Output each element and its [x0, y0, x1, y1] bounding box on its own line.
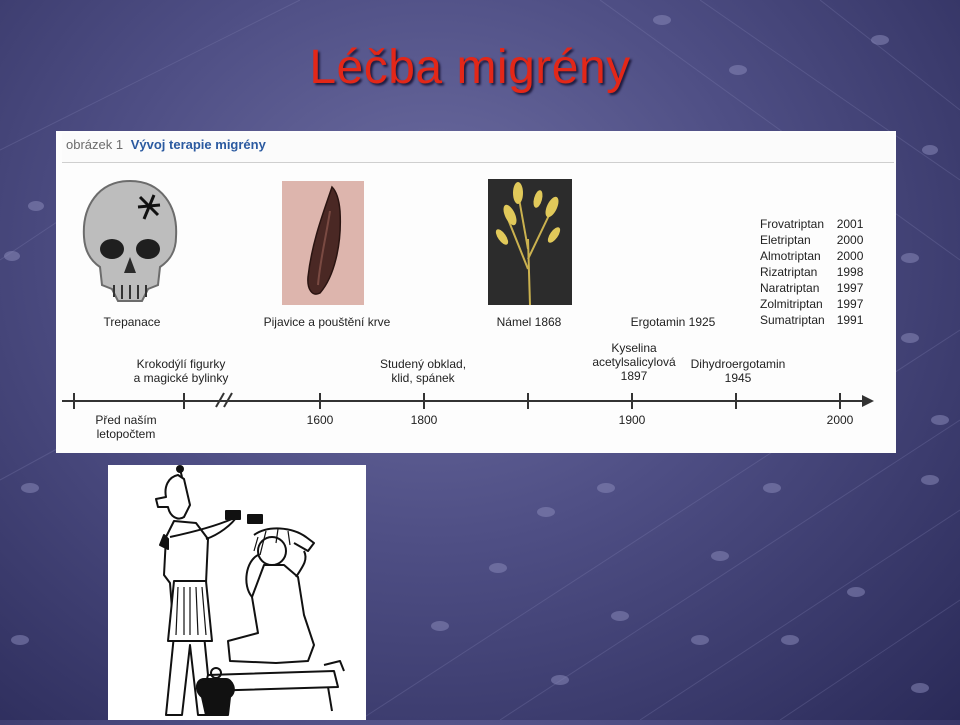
egyptian-figures-illustration	[108, 465, 366, 720]
axis-tick-1600: 1600	[306, 413, 334, 427]
triptan-row	[760, 233, 867, 249]
triptan-year: 1997	[836, 297, 864, 311]
triptan-name: Naratriptan	[760, 281, 820, 295]
ergotamin-label: Ergotamin 1925	[630, 315, 716, 329]
timeline-axis	[56, 381, 896, 421]
ergot-image	[488, 179, 572, 305]
kyselina-label: Kyselina acetylsalicylová 1897	[592, 341, 676, 383]
axis-tick-2000: 2000	[826, 413, 854, 427]
dihydroergotamin-label: Dihydroergotamin 1945	[690, 357, 786, 385]
skull-image	[78, 177, 182, 307]
axis-tick-1800: 1800	[410, 413, 438, 427]
caption-prefix: obrázek 1	[66, 137, 124, 152]
triptan-row	[760, 297, 867, 313]
triptans-table	[760, 217, 867, 329]
caption-title: Vývoj terapie migrény	[130, 137, 266, 152]
axis-start-label: Před naším letopočtem	[95, 413, 157, 441]
triptan-row	[760, 265, 867, 281]
triptan-row	[760, 249, 867, 265]
slide-title: Léčba migrény	[309, 41, 631, 94]
triptan-row	[760, 281, 867, 297]
triptan-year: 2000	[836, 233, 864, 247]
namel-label: Námel 1868	[496, 315, 562, 329]
triptan-name: Eletriptan	[760, 233, 811, 247]
therapy-timeline-figure	[56, 131, 896, 453]
triptan-year: 2000	[836, 249, 864, 263]
axis-tick-1900: 1900	[618, 413, 646, 427]
triptan-name: Zolmitriptan	[760, 297, 823, 311]
triptan-row	[760, 313, 867, 329]
egyptian-healing-drawing	[108, 465, 366, 720]
trepanace-label: Trepanace	[103, 315, 161, 329]
triptan-year: 1997	[836, 281, 864, 295]
pijavice-label: Pijavice a pouštění krve	[263, 315, 391, 329]
triptan-name: Almotriptan	[760, 249, 821, 263]
figure-caption	[62, 133, 894, 163]
triptan-name: Rizatriptan	[760, 265, 818, 279]
triptan-year: 1998	[836, 265, 864, 279]
studeny-obklad-label: Studený obklad, klid, spánek	[379, 357, 467, 385]
triptan-row	[760, 217, 867, 233]
triptan-year: 1991	[836, 313, 864, 327]
triptan-year: 2001	[836, 217, 864, 231]
krokodyli-label: Krokodýlí figurky a magické bylinky	[133, 357, 229, 385]
triptan-name: Sumatriptan	[760, 313, 825, 327]
leech-image	[282, 181, 364, 305]
triptan-name: Frovatriptan	[760, 217, 825, 231]
